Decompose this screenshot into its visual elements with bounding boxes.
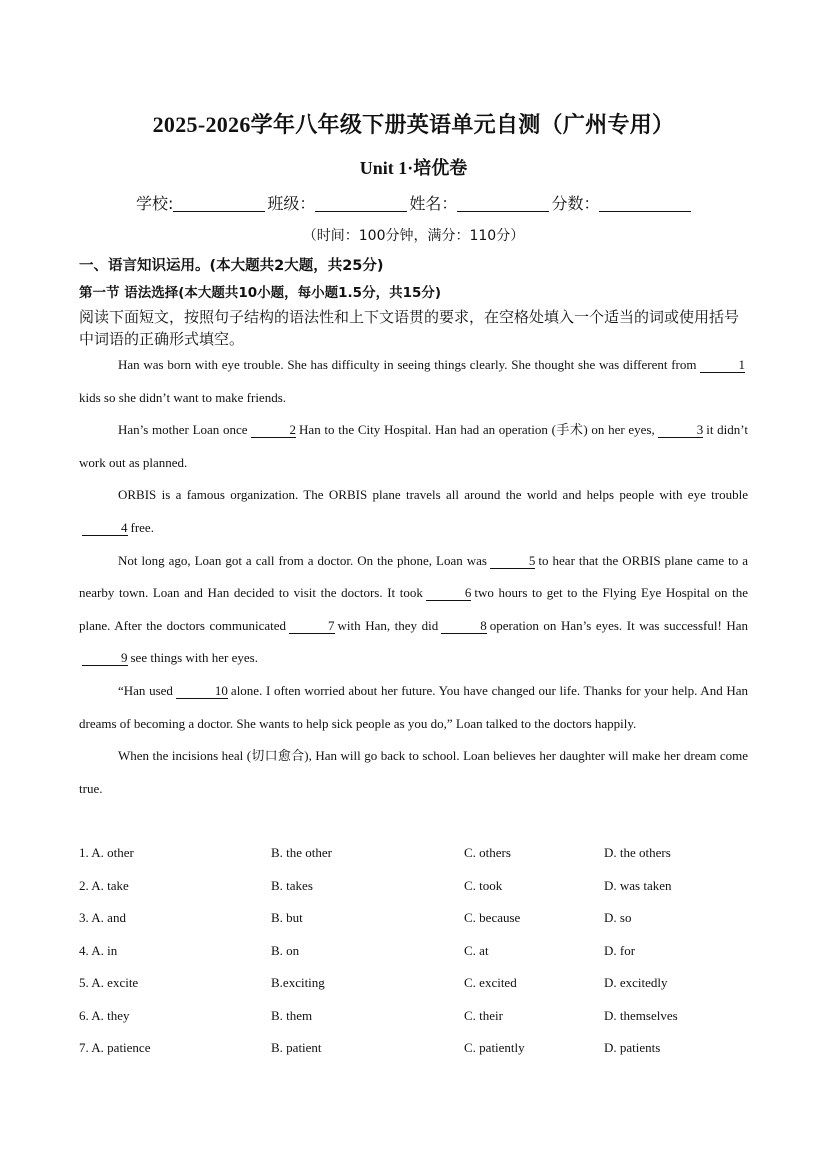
paragraph: When the incisions heal (切口愈合), Han will go back to school. Loan believes her daughter will make her dream come true. [79, 748, 748, 796]
score-field[interactable] [599, 195, 691, 212]
option-row [79, 967, 759, 1000]
option-row [79, 837, 759, 870]
option-a[interactable]: 2. A. take [79, 877, 129, 893]
class-label: 班级： [267, 194, 316, 213]
school-label: 学校: [136, 194, 174, 213]
option-c[interactable]: C. their [464, 1007, 503, 1023]
option-c[interactable]: C. excited [464, 975, 517, 990]
section-heading: 一、语言知识运用。(本大题共2大题，共25分) [79, 258, 384, 274]
blank-2[interactable]: 2 [251, 422, 297, 438]
instructions: 阅读下面短文，按照句子结构的语法性和上下文语贯的要求，在空格处填入一个适当的词或使用括号中词语的正确形式填空。 [79, 308, 740, 348]
option-b[interactable]: B. takes [271, 877, 313, 893]
blank-9[interactable]: 9 [82, 650, 128, 666]
paragraph: ORBIS is a famous organization. The ORBIS plane travels all around the world and helps people with eye trouble4 free. [79, 479, 748, 544]
option-d[interactable]: D. was taken [604, 877, 672, 893]
option-c[interactable]: C. because [464, 910, 521, 925]
blank-1[interactable]: 1 [700, 357, 746, 373]
option-b[interactable]: B.exciting [271, 975, 325, 990]
option-d[interactable]: D. patients [604, 1040, 661, 1055]
option-d[interactable]: D. excitedly [604, 975, 668, 990]
option-a[interactable]: 6. A. they [79, 1007, 130, 1023]
option-d[interactable]: D. so [604, 910, 632, 925]
option-d[interactable]: D. for [604, 942, 636, 958]
time-info: （时间：100分钟，满分：110分） [302, 228, 525, 244]
school-field[interactable] [173, 195, 265, 212]
option-b[interactable]: B. on [271, 942, 300, 958]
option-b[interactable]: B. the other [271, 845, 333, 860]
option-row [79, 1032, 759, 1065]
option-b[interactable]: B. them [271, 1007, 313, 1023]
blank-5[interactable]: 5 [490, 553, 536, 569]
option-c[interactable]: C. patiently [464, 1040, 525, 1055]
blank-6[interactable]: 6 [426, 585, 472, 601]
option-d[interactable]: D. themselves [604, 1007, 678, 1023]
option-a[interactable]: 5. A. excite [79, 975, 139, 990]
option-c[interactable]: C. at [464, 942, 489, 958]
answer-options [79, 837, 759, 1065]
paragraph: Han was born with eye trouble. She has difficulty in seeing things clearly. She thought she was different from 1kids so she didn’t want to make friends. [79, 357, 745, 405]
name-label: 姓名： [409, 194, 458, 213]
option-a[interactable]: 3. A. and [79, 910, 126, 925]
blank-10[interactable]: 10 [176, 683, 228, 699]
subsection-heading: 第一节 语法选择(本大题共10小题，每小题1.5分，共15分) [79, 285, 442, 301]
option-c[interactable]: C. others [464, 845, 511, 860]
option-c[interactable]: C. took [464, 877, 503, 893]
reading-passage [79, 349, 748, 805]
option-a[interactable]: 4. A. in [79, 942, 118, 958]
blank-8[interactable]: 8 [441, 618, 487, 634]
paragraph: “Han used 10 alone. I often worried about her future. You have changed our life. Thanks for your help. And Han dreams of becoming a doctor. She wants to help sick people as you do,” Loan talked to the doctors happily. [79, 682, 749, 731]
blank-7[interactable]: 7 [289, 618, 335, 634]
option-d[interactable]: D. the others [604, 845, 671, 860]
score-label: 分数： [551, 194, 600, 213]
option-row [79, 870, 759, 903]
name-field[interactable] [457, 195, 549, 212]
page-title: 2025-2026学年八年级下册英语单元自测（广州专用） [152, 112, 675, 137]
option-a[interactable]: 1. A. other [79, 845, 134, 860]
blank-3[interactable]: 3 [658, 422, 704, 438]
class-field[interactable] [315, 195, 407, 212]
option-row [79, 1000, 759, 1033]
blank-4[interactable]: 4 [82, 520, 128, 536]
option-b[interactable]: B. patient [271, 1040, 322, 1055]
paragraph: Not long ago, Loan got a call from a doctor. On the phone, Loan was 5 to hear that the ORBIS plane came to a nearby town. Loan and Han decided to visit the doctors. It took 6 two hours to get to the Flying Eye Hospital on the plane. After the doctors communicated 7 with Han, they did 8 operation on Han’s eyes. It was successful! Han9 see things with her eyes. [79, 552, 748, 666]
option-row [79, 902, 759, 935]
option-row [79, 935, 759, 968]
option-a[interactable]: 7. A. patience [79, 1040, 151, 1055]
paragraph: Han’s mother Loan once 2 Han to the City Hospital. Han had an operation (手术) on her eyes, 3 it didn’t work out as planned. [79, 422, 749, 470]
page-subtitle: Unit 1·培优卷 [359, 158, 468, 178]
student-info-line [136, 191, 693, 214]
option-b[interactable]: B. but [271, 910, 303, 925]
